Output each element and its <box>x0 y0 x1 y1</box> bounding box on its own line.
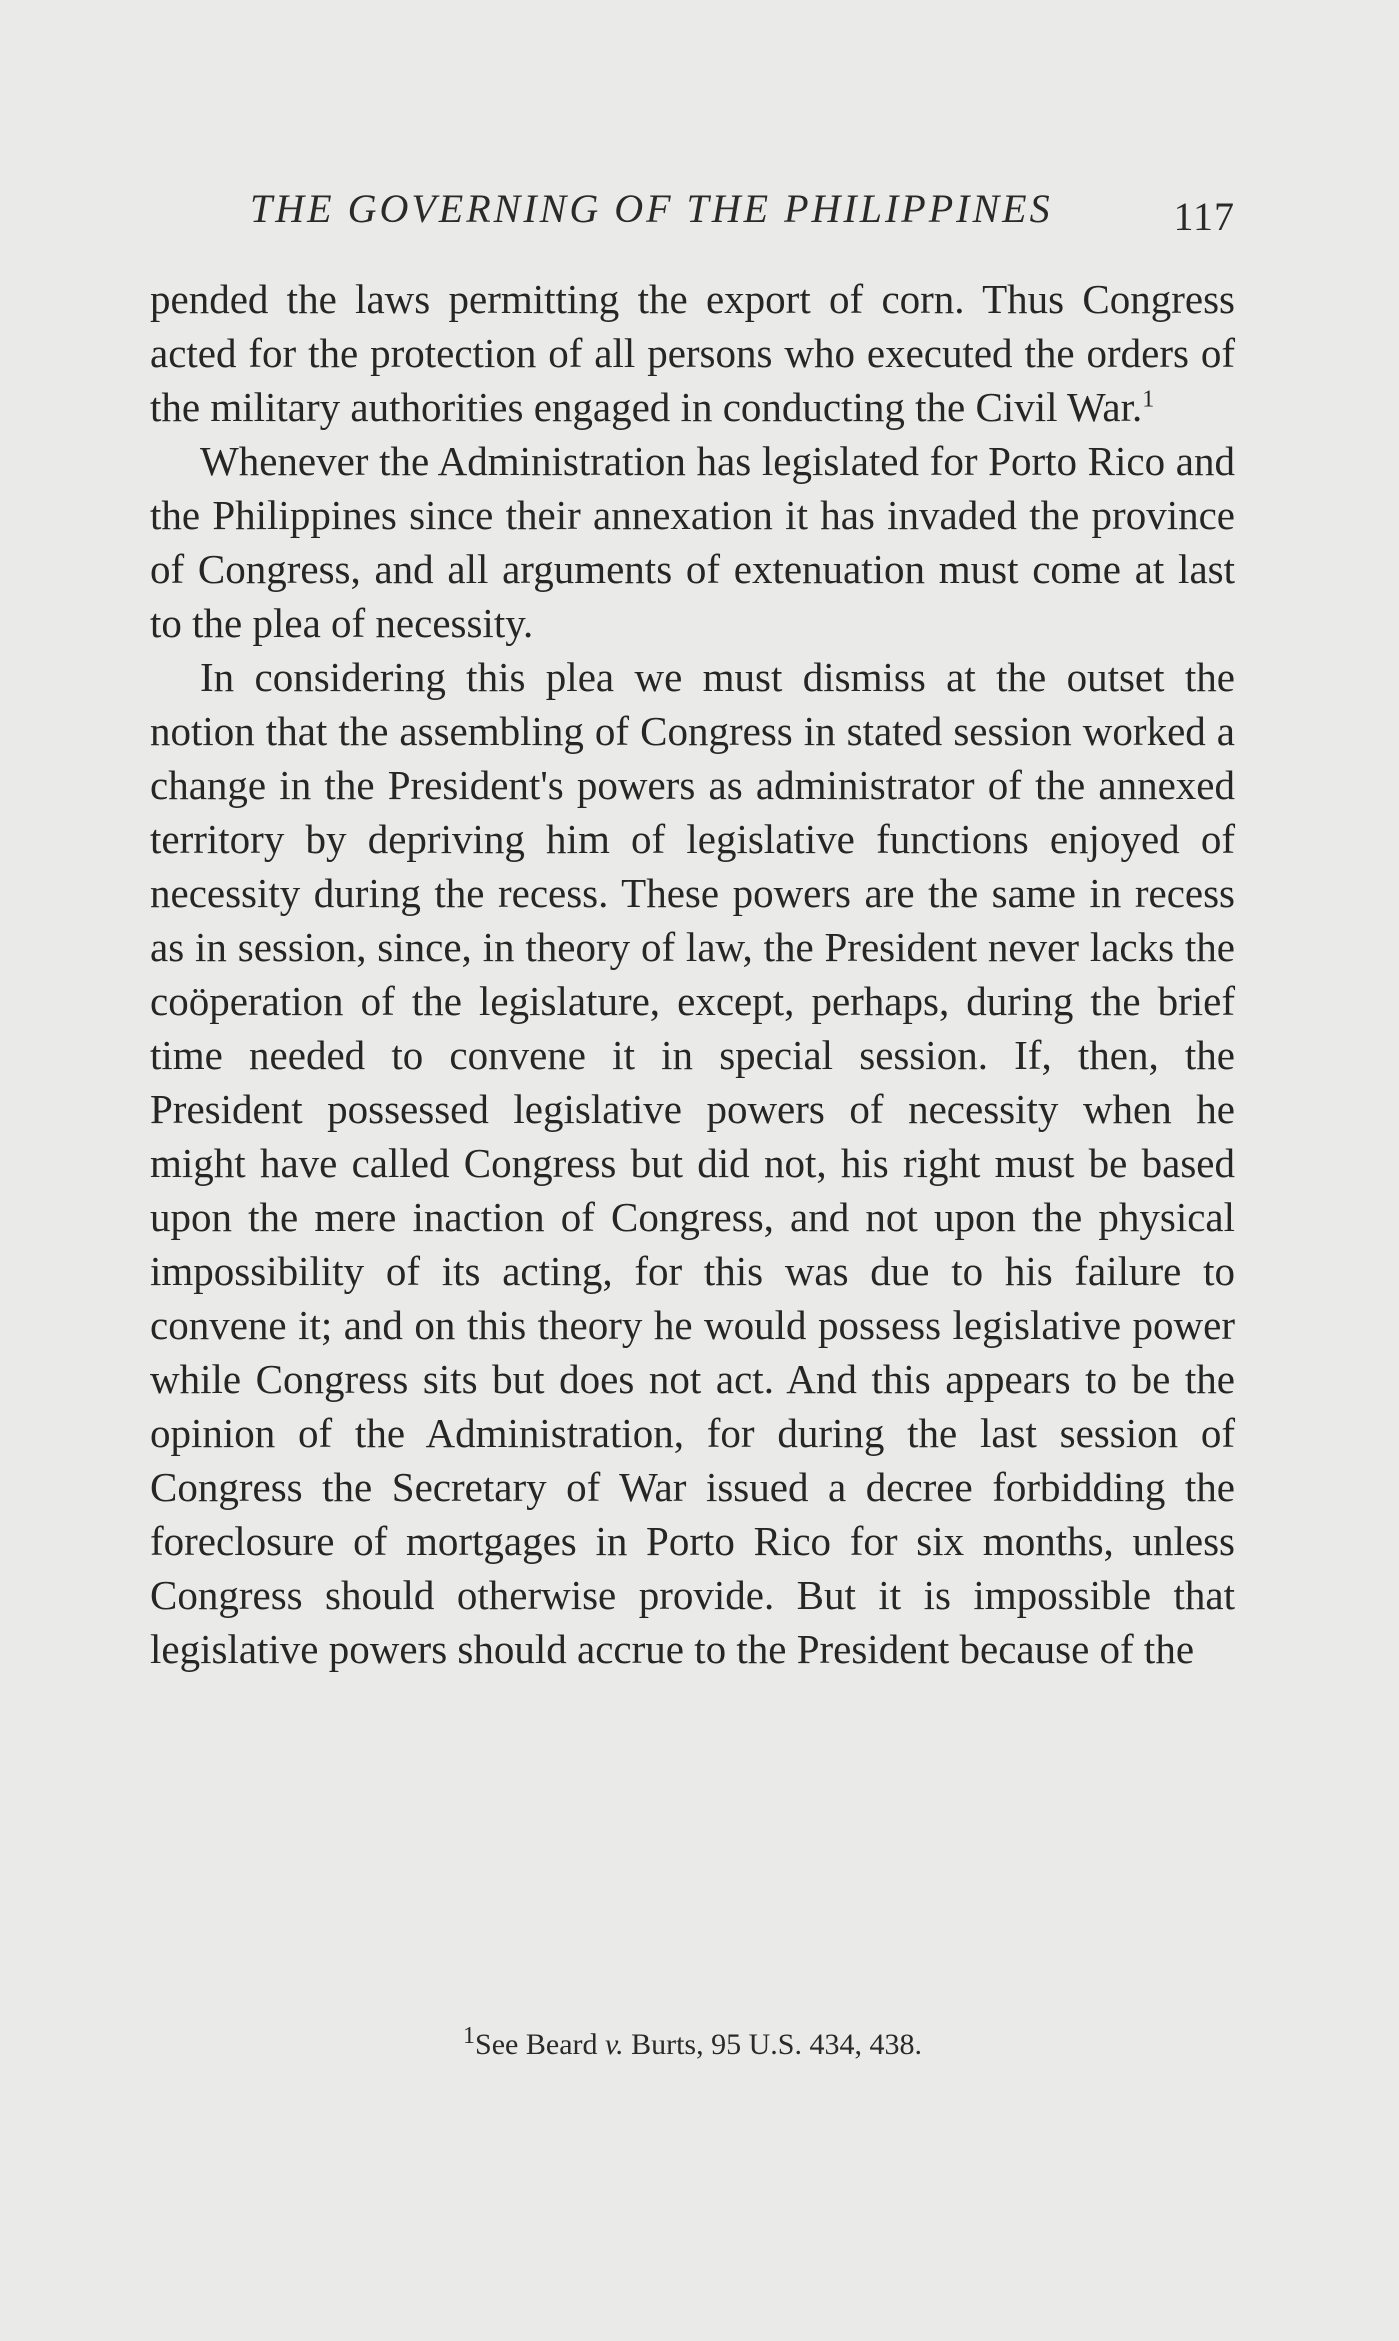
page-header <box>150 185 1235 245</box>
footnote-marker: 1 <box>463 2023 476 2049</box>
paragraph-1-text: pended the laws permitting the export of corn. Thus Congress acted for the protection of all persons who executed the orders of the military authorities engaged in conducting the Civil War. <box>150 276 1235 430</box>
paragraph-3: In considering this plea we must dismiss at the outset the notion that the assembling of Congress in stated session worked a change in the President's powers as administrator of the annexed territory by depriving him of legislative functions enjoyed of necessity during the recess. These powers are the same in recess as in session, since, in theory of law, the President never lacks the coöperation of the legislature, except, perhaps, during the brief time needed to convene it in special session. If, then, the President possessed legislative powers of necessity when he might have called Congress but did not, his right must be based upon the mere inaction of Congress, and not upon the physical impossibility of its acting, for this was due to his failure to convene it; and on this theory he would possess legislative power while Congress sits but does not act. And this appears to be the opinion of the Administration, for during the last session of Congress the Secretary of War issued a decree forbidding the foreclosure of mortgages in Porto Rico for six months, unless Congress should otherwise provide. But it is impossible that legislative powers should accrue to the President because of the <box>150 654 1235 1672</box>
paragraph-1 <box>150 272 1235 434</box>
body-text <box>150 272 1235 1676</box>
footnote-reference: 1 <box>1142 386 1155 413</box>
page-number: 117 <box>1173 194 1235 239</box>
footnote <box>150 2023 1235 2062</box>
footnote-suffix: Burts, 95 U.S. 434, 438. <box>623 2028 922 2061</box>
footnote-versus: v. <box>605 2028 624 2061</box>
footnote-prefix: See Beard <box>475 2028 605 2061</box>
running-head: THE GOVERNING OF THE PHILIPPINES <box>250 186 1053 231</box>
paragraph-2: Whenever the Administration has legislated for Porto Rico and the Philippines since their annexation it has invaded the province of Congress, and all arguments of extenuation must come at last to the plea of necessity. <box>150 438 1235 646</box>
